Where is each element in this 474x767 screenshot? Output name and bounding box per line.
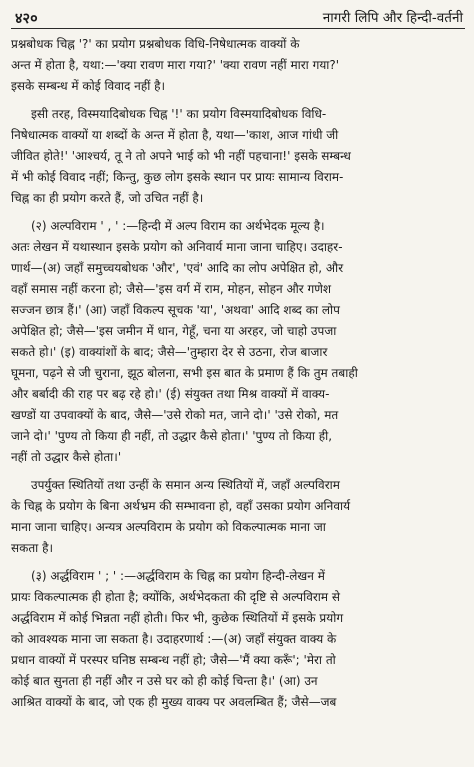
text-line: अर्द्धविराम में कोई भिन्नता नहीं होती। फिर भी, कुछेक स्थितियों में इसके प्रयोग (11, 611, 344, 625)
text-line: अन्त में होता है, यथा:—'क्या रावण मारा गया?' 'क्या रावण नहीं मारा गया?' (11, 58, 340, 72)
text-line: नहीं तो उद्धार कैसे होता।' (11, 450, 122, 464)
text-line: इसके सम्बन्ध में कोई विवाद नहीं है। (11, 79, 166, 93)
text-line: माना जाना चाहिए। अन्यत्र अल्पविराम के प्रयोग को विकल्पात्मक माना जा (11, 520, 326, 534)
page-header (11, 6, 465, 29)
paragraph (11, 104, 465, 209)
text-line: सकता है। (11, 541, 54, 555)
page-number: ४२० (15, 11, 38, 27)
text-line: के चिह्न के प्रयोग के बिना अर्थभ्रम की सम्भावना हो, वहाँ उसका प्रयोग अनिवार्य (11, 499, 351, 513)
text-line: णार्थ—(अ) जहाँ समुच्चयबोधक 'और', 'एवं' आदि का लोप अपेक्षित हो, और (11, 261, 344, 275)
text-line: वहाँ समास नहीं करना हो; जैसे—'इस वर्ग में राम, मोहन, सोहन और गणेश (11, 282, 332, 296)
paragraph (11, 475, 465, 559)
text-line: प्रायः विकल्पात्मक ही होता है; क्योंकि, अर्थभेदकता की दृष्टि से अल्पविराम से (11, 590, 341, 604)
text-line: को आवश्यक माना जा सकता है। उदाहरणार्थ :—(अ) जहाँ संयुक्त वाक्य के (11, 632, 337, 646)
running-title: नागरी लिपि और हिन्दी-वर्तनी (322, 10, 463, 26)
text-line: (२) अल्पविराम ' , ' :—हिन्दी में अल्प विराम का अर्थभेदक मूल्य है। (31, 219, 325, 233)
text-line: जीवित होते!' 'आश्चर्य, तू ने तो अपने भाई को भी नहीं पहचाना!' इसके सम्बन्ध (11, 149, 351, 163)
text-line: सज्जन छात्र हैं।' (आ) जहाँ विकल्प सूचक 'या', 'अथवा' आदि शब्द का लोप (11, 303, 340, 317)
text-line: घूमना, पढ़ने से जी चुराना, झूठ बोलना, सभी इस बात के प्रमाण हैं कि तुम तबाही (11, 366, 358, 380)
paragraph (11, 216, 465, 468)
text-line: आश्रित वाक्यों के बाद, जो एक ही मुख्य वाक्य पर अवलम्बित हैं; जैसे—जब (11, 695, 337, 709)
paragraph (11, 34, 465, 97)
text-line: उपर्युक्त स्थितियों तथा उन्हीं के समान अन्य स्थितियों में, जहाँ अल्पविराम (31, 478, 340, 492)
text-line: सकते हो।' (इ) वाक्यांशों के बाद; जैसे—'तुम्हारा देर से उठना, रोज बाजार (11, 345, 328, 359)
text-line: इसी तरह, विस्मयादिबोधक चिह्न '!' का प्रयोग विस्मयादिबोधक विधि- (31, 107, 327, 121)
text-line: में भी कोई विवाद नहीं; किन्तु, कुछ लोग इसके स्थान पर प्रायः सामान्य विराम- (11, 170, 344, 184)
text-line: जाने दो।' 'पुण्य तो किया ही नहीं, तो उद्धार कैसे होता।' 'पुण्य तो किया ही, (11, 429, 333, 443)
text-line: कोई बात सुनता ही नहीं और न उसे घर को ही कोई चिन्ता है।' (आ) उन (11, 674, 318, 688)
text-line: (३) अर्द्धविराम ' ; ' :—अर्द्धविराम के चिह्न का प्रयोग हिन्दी-लेखन में (31, 569, 325, 583)
text-line: अपेक्षित हो; जैसे—'इस जमीन में धान, गेहूँ, चना या अरहर, जो चाहो उपजा (11, 324, 337, 338)
text-line: निषेधात्मक वाक्यों या शब्दों के अन्त में होता है, यथा—'काश, आज गांधी जी (11, 128, 339, 142)
text-line: अतः लेखन में यथास्थान इसके प्रयोग को अनिवार्य माना जाना चाहिए। उदाहर- (11, 240, 343, 254)
text-line: और बर्बादी की राह पर बढ़ रहे हो।' (ई) संयुक्त तथा मिश्र वाक्यों में वाक्य- (11, 387, 330, 401)
text-line: प्रधान वाक्यों में परस्पर घनिष्ठ सम्बन्ध नहीं हो; जैसे—'मैं क्या करूँ'; 'मेरा तो (11, 653, 336, 667)
text-line: खण्डों या उपवाक्यों के बाद, जैसे—'उसे रोको मत, जाने दो।' 'उसे रोको, मत (11, 408, 339, 422)
text-line: प्रश्नबोधक चिह्न '?' का प्रयोग प्रश्नबोधक विधि-निषेधात्मक वाक्यों के (11, 37, 300, 51)
page-body (11, 34, 465, 713)
paragraph (11, 566, 465, 713)
text-line: चिह्न का ही प्रयोग करते हैं, जो उचित नहीं है। (11, 191, 204, 205)
